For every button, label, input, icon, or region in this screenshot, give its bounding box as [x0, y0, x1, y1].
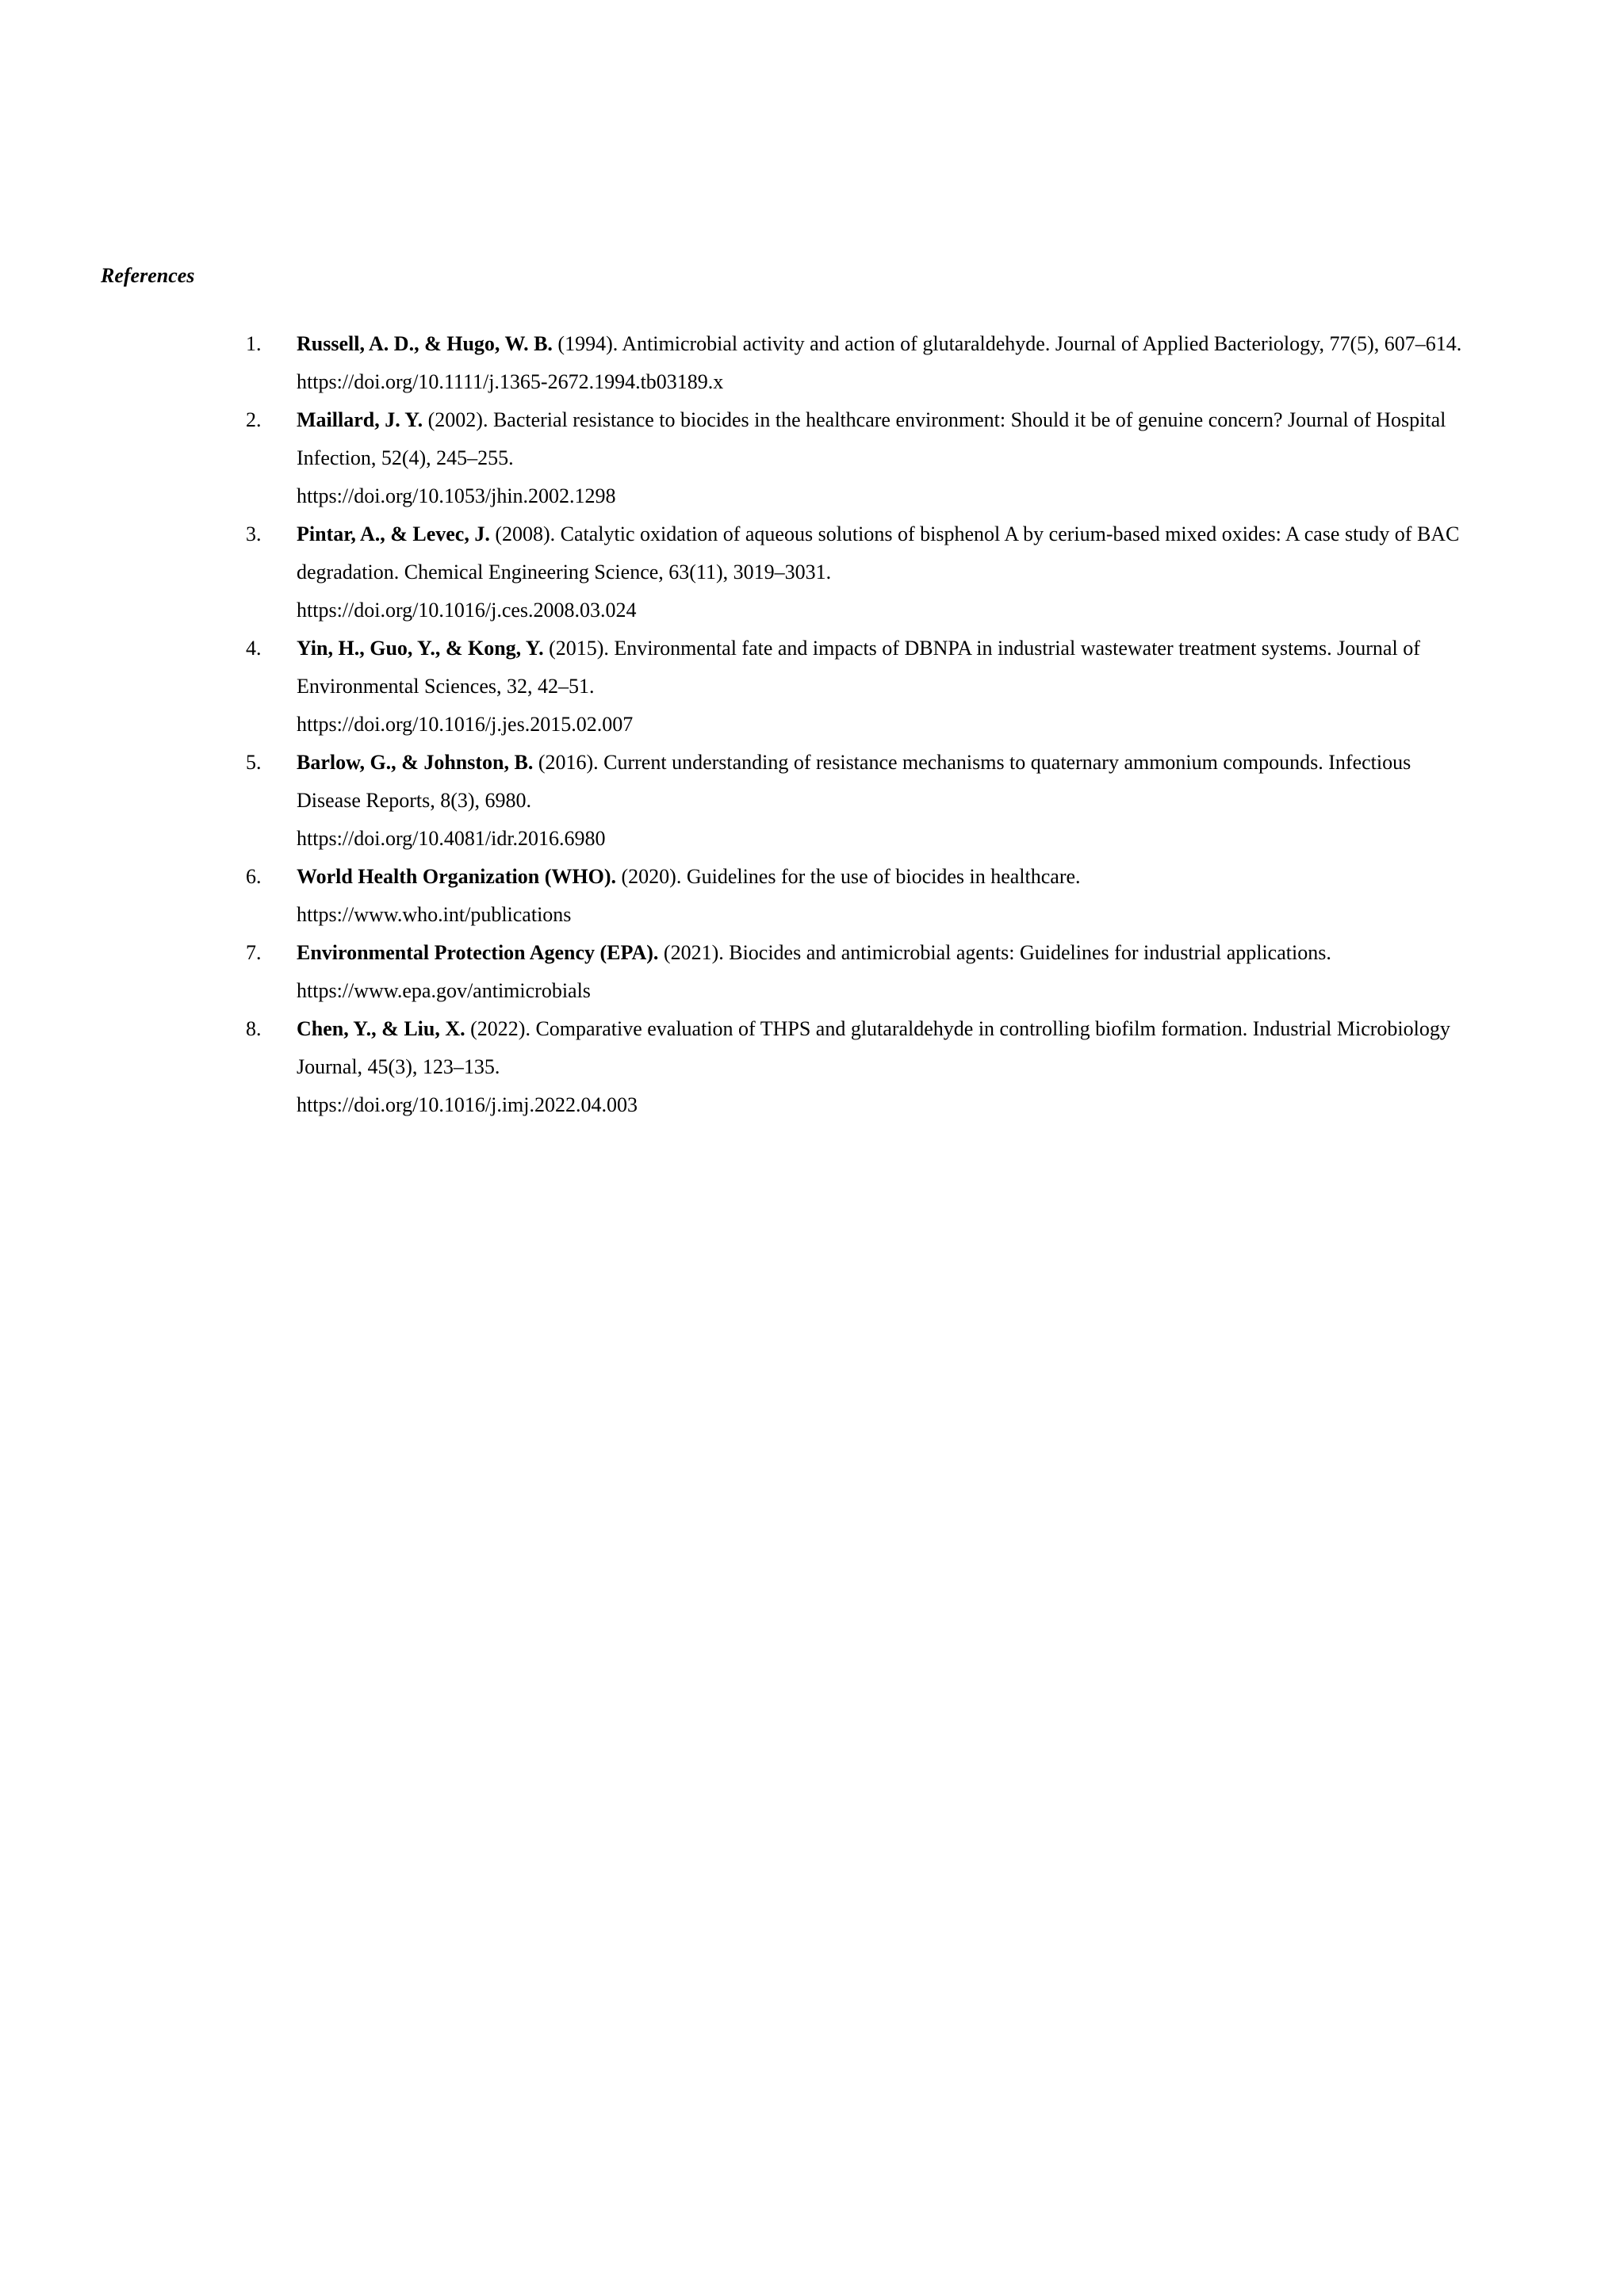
- reference-item: [246, 515, 1467, 629]
- reference-text: (2015). Environmental fate and impacts of DBNPA in industrial wastewater treatment systems. Journal of Environmental Sciences, 32, 42–51.: [297, 637, 1420, 698]
- reference-text: (2008). Catalytic oxidation of aqueous solutions of bisphenol A by cerium-based mixed oxides: A case study of BAC degradation. Chemical Engineering Science, 63(11), 3019–3031.: [297, 522, 1460, 584]
- reference-number: 3.: [246, 522, 262, 545]
- reference-number: 8.: [246, 1017, 262, 1040]
- reference-authors: Chen, Y., & Liu, X.: [297, 1017, 465, 1040]
- reference-item: [246, 934, 1467, 1010]
- reference-text: (1994). Antimicrobial activity and action of glutaraldehyde. Journal of Applied Bacteriology, 77(5), 607–614.: [552, 332, 1462, 355]
- reference-text: (2022). Comparative evaluation of THPS and glutaraldehyde in controlling biofilm formation. Industrial Microbiology Journal, 45(3), 123–135.: [297, 1017, 1450, 1078]
- reference-authors: Barlow, G., & Johnston, B.: [297, 751, 534, 774]
- reference-link[interactable]: https://doi.org/10.1111/j.1365-2672.1994.tb03189.x: [297, 370, 724, 393]
- reference-item: [246, 629, 1467, 744]
- reference-authors: Russell, A. D., & Hugo, W. B.: [297, 332, 553, 355]
- reference-link[interactable]: https://www.epa.gov/antimicrobials: [297, 979, 591, 1002]
- reference-text: (2020). Guidelines for the use of biocides in healthcare.: [616, 865, 1081, 888]
- reference-item: [246, 325, 1467, 401]
- reference-link[interactable]: https://doi.org/10.1016/j.ces.2008.03.024: [297, 599, 637, 622]
- reference-item: [246, 744, 1467, 858]
- reference-authors: Environmental Protection Agency (EPA).: [297, 941, 659, 964]
- reference-link[interactable]: https://doi.org/10.1053/jhin.2002.1298: [297, 484, 616, 507]
- reference-number: 7.: [246, 941, 262, 964]
- reference-text: (2016). Current understanding of resistance mechanisms to quaternary ammonium compounds. Infectious Disease Reports, 8(3), 6980.: [297, 751, 1411, 812]
- reference-authors: Pintar, A., & Levec, J.: [297, 522, 490, 545]
- reference-number: 2.: [246, 408, 262, 431]
- reference-link[interactable]: https://doi.org/10.1016/j.jes.2015.02.007: [297, 713, 634, 736]
- reference-text: (2002). Bacterial resistance to biocides in the healthcare environment: Should it be of genuine concern? Journal of Hospital Infection, 52(4), 245–255.: [297, 408, 1446, 469]
- reference-text: (2021). Biocides and antimicrobial agents: Guidelines for industrial applications.: [658, 941, 1331, 964]
- references-heading: References: [101, 264, 195, 287]
- reference-item: [246, 1010, 1467, 1124]
- reference-item: [246, 858, 1467, 934]
- reference-number: 1.: [246, 332, 262, 355]
- reference-authors: Yin, H., Guo, Y., & Kong, Y.: [297, 637, 544, 660]
- reference-link[interactable]: https://doi.org/10.1016/j.imj.2022.04.003: [297, 1093, 638, 1116]
- reference-authors: Maillard, J. Y.: [297, 408, 423, 431]
- reference-list: [246, 325, 1467, 1124]
- reference-link[interactable]: https://www.who.int/publications: [297, 903, 572, 926]
- reference-link[interactable]: https://doi.org/10.4081/idr.2016.6980: [297, 827, 606, 850]
- reference-item: [246, 401, 1467, 515]
- reference-authors: World Health Organization (WHO).: [297, 865, 616, 888]
- reference-number: 4.: [246, 637, 262, 660]
- reference-number: 5.: [246, 751, 262, 774]
- reference-number: 6.: [246, 865, 262, 888]
